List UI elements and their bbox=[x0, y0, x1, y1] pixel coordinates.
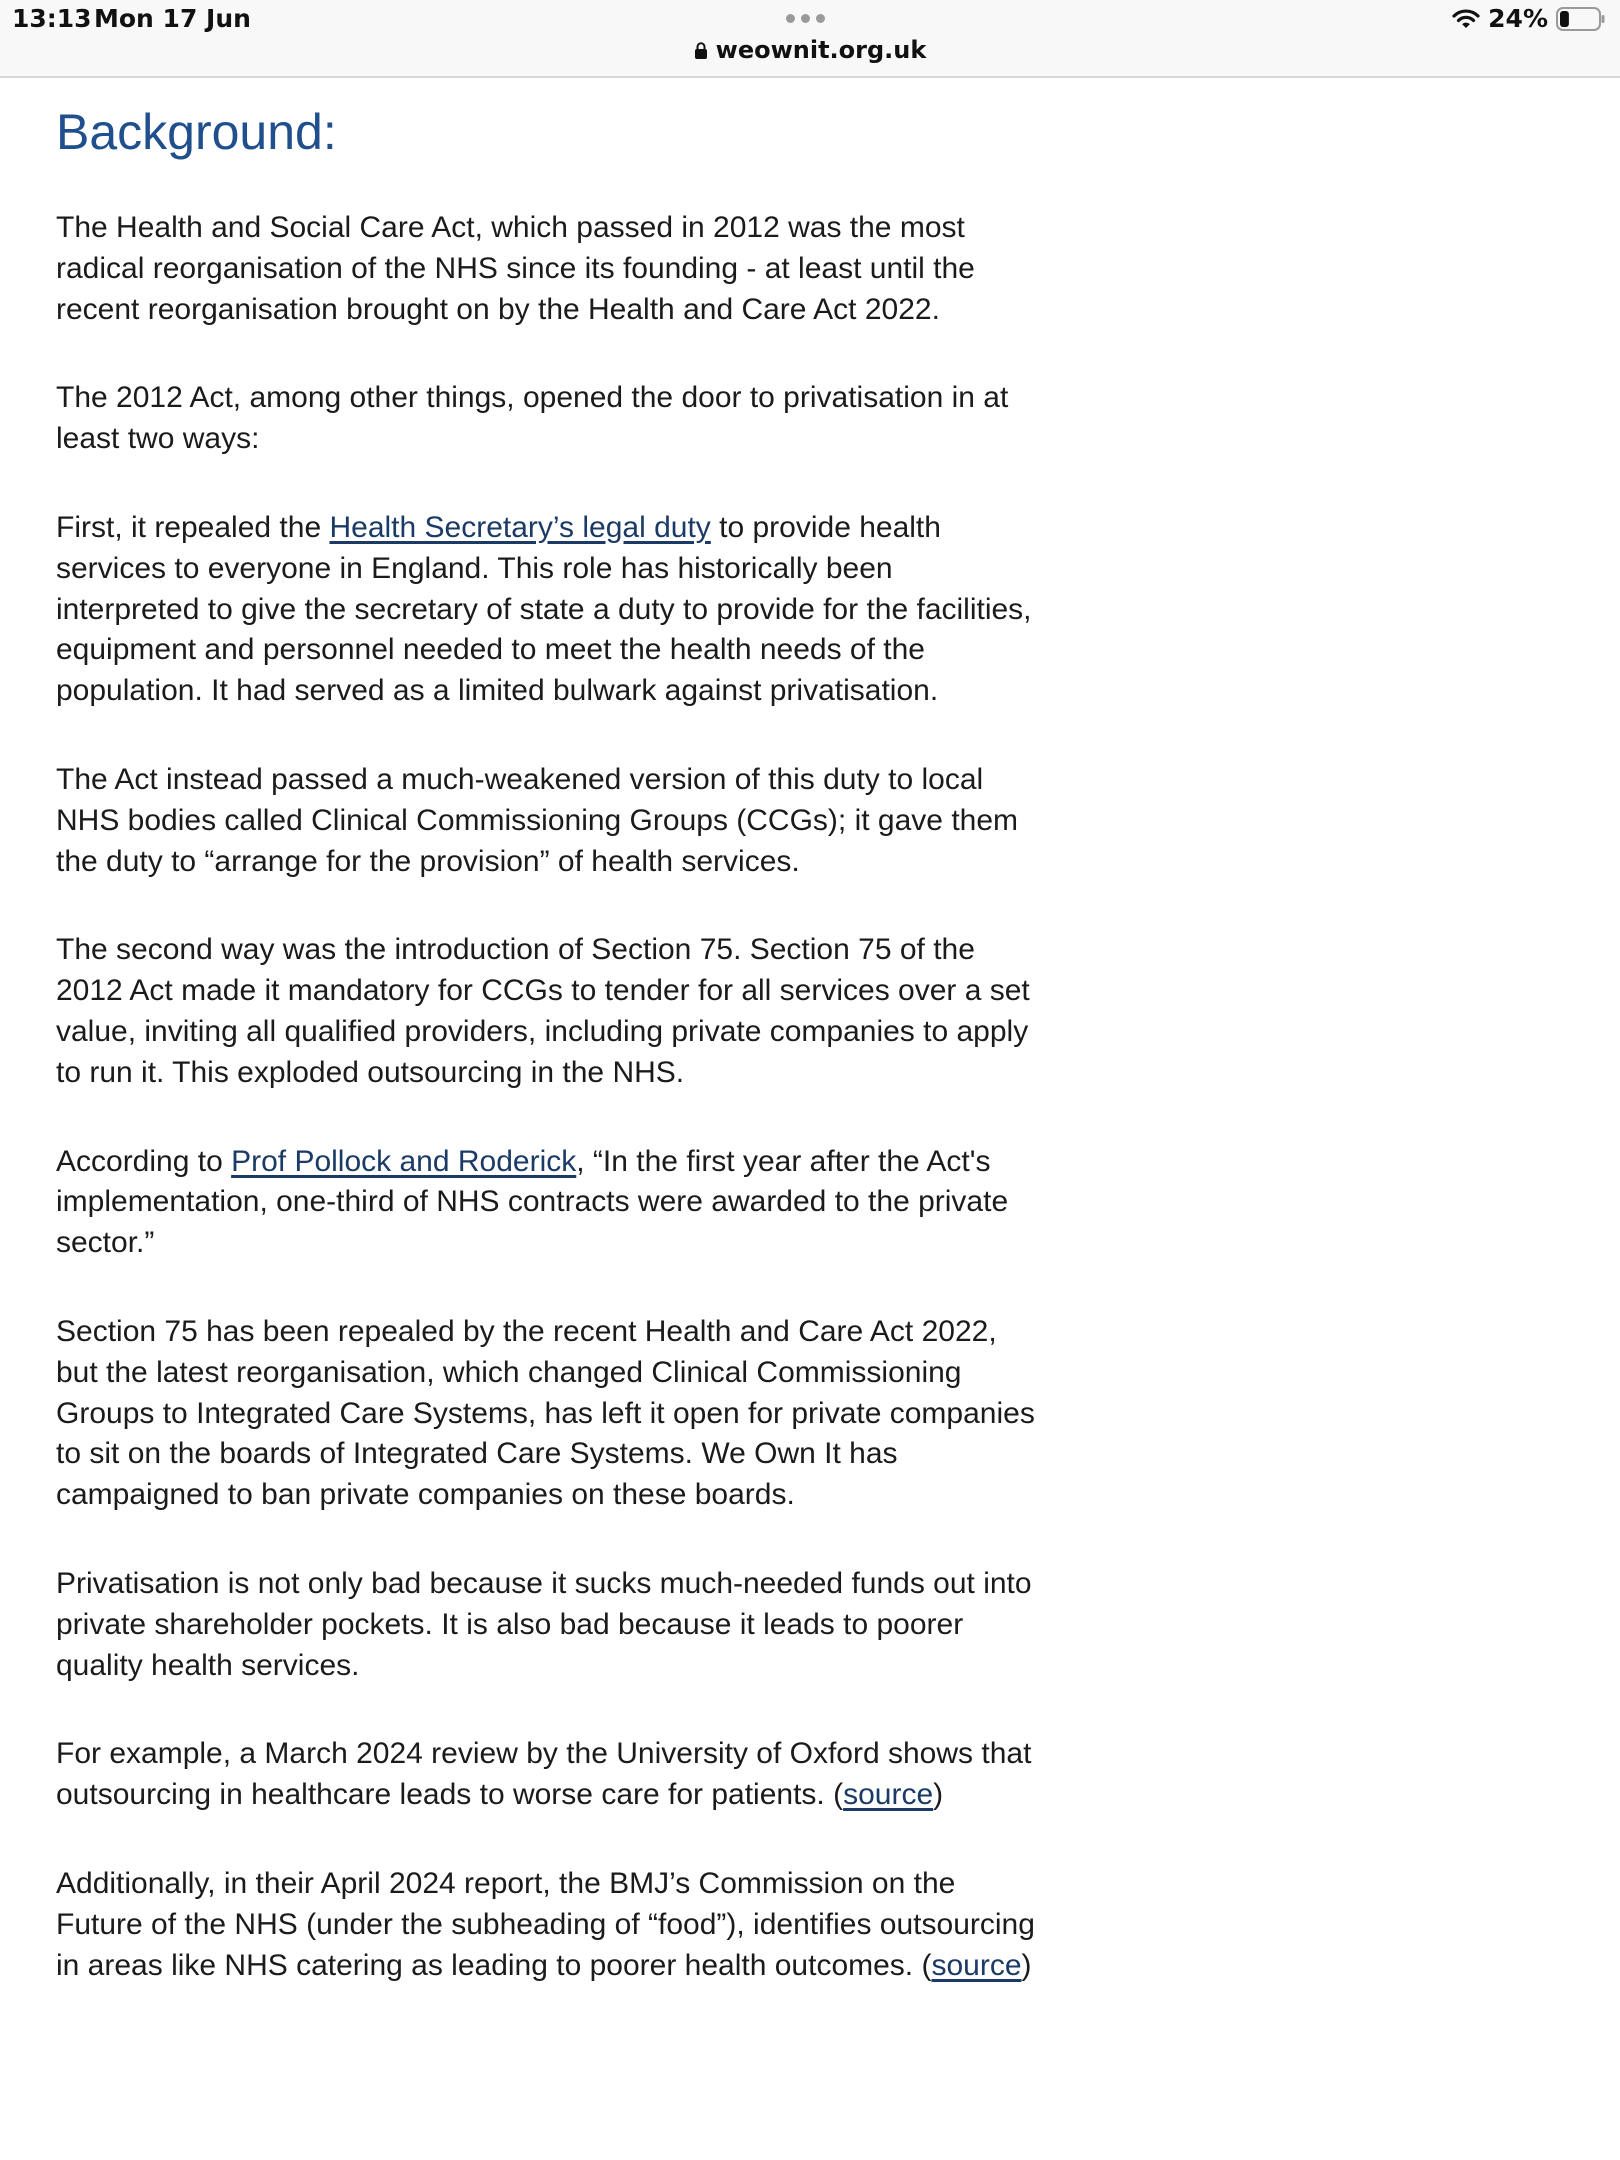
paragraph-10-text-end: ) bbox=[1021, 1948, 1032, 1982]
paragraph-6-text-end: , “In the first year after the Act's implementation, one-third of NHS contracts were awarded to the private sector.” bbox=[56, 1144, 1009, 1260]
paragraph-4: The Act instead passed a much-weakened version of this duty to local NHS bodies called Clinical Commissioning Groups (CCGs); it gave them the duty to “arrange for the provision” of health services. bbox=[56, 762, 1019, 878]
paragraph-9 bbox=[56, 1734, 1036, 1816]
status-indicators bbox=[1452, 4, 1606, 33]
battery-percent: 24% bbox=[1488, 4, 1548, 33]
battery-icon bbox=[1556, 7, 1606, 31]
paragraph-10-text-start: Additionally, in their April 2024 report, the BMJ’s Commission on the Future of the NHS (under the subheading of “food”), identifies outsourcing in areas like NHS catering as leading to poorer health outcomes. ( bbox=[56, 1866, 1035, 1982]
section-heading: Background: bbox=[56, 104, 337, 160]
paragraph-5: The second way was the introduction of Section 75. Section 75 of the 2012 Act made it mandatory for CCGs to tender for all services over a set value, inviting all qualified providers, including private companies to apply to run it. This exploded outsourcing in the NHS. bbox=[56, 933, 1030, 1089]
oxford-source-link[interactable]: source bbox=[843, 1778, 934, 1812]
paragraph-3 bbox=[56, 508, 1036, 712]
article-body bbox=[56, 96, 1036, 2034]
status-date: Mon 17 Jun bbox=[94, 4, 251, 33]
paragraph-6-text-start: According to bbox=[56, 1144, 232, 1178]
lock-icon bbox=[694, 42, 708, 59]
paragraph-9-text-start: For example, a March 2024 review by the University of Oxford shows that outsourcing in healthcare leads to worse care for patients. ( bbox=[56, 1737, 1032, 1812]
paragraph-3-text-start: First, it repealed the bbox=[56, 510, 330, 544]
paragraph-8: Privatisation is not only bad because it sucks much-needed funds out into private shareholder pockets. It is also bad because it leads to poorer quality health services. bbox=[56, 1566, 1032, 1682]
multitasking-dots-icon[interactable] bbox=[786, 14, 825, 23]
bmj-source-link[interactable]: source bbox=[931, 1948, 1022, 1982]
paragraph-3-text-end: to provide health services to everyone in England. This role has historically been interpreted to give the secretary of state a duty to provide for the facilities, equipment and personnel needed to meet the health needs of the population. It had served as a limited bulwark against privatisation. bbox=[56, 510, 1032, 708]
paragraph-1: The Health and Social Care Act, which passed in 2012 was the most radical reorganisation of the NHS since its founding - at least until the recent reorganisation brought on by the Health and Care Act 2022. bbox=[56, 211, 975, 326]
url-text: weownit.org.uk bbox=[715, 36, 927, 64]
status-time: 13:13 bbox=[12, 4, 92, 33]
paragraph-10 bbox=[56, 1864, 1036, 1986]
wifi-icon bbox=[1452, 8, 1480, 30]
status-bar bbox=[0, 0, 1620, 78]
pollock-roderick-link[interactable]: Prof Pollock and Roderick bbox=[231, 1144, 577, 1178]
address-bar[interactable] bbox=[0, 36, 1620, 64]
paragraph-6 bbox=[56, 1142, 1036, 1264]
paragraph-7: Section 75 has been repealed by the recent Health and Care Act 2022, but the latest reorganisation, which changed Clinical Commissioning Groups to Integrated Care Systems, has left it open for private companies to sit on the boards of Integrated Care Systems. We Own It has campaigned to ban private companies on these boards. bbox=[56, 1314, 1035, 1512]
paragraph-2: The 2012 Act, among other things, opened the door to privatisation in at least two ways: bbox=[56, 381, 1009, 456]
health-secretary-duty-link[interactable]: Health Secretary’s legal duty bbox=[329, 510, 711, 544]
paragraph-9-text-end: ) bbox=[933, 1778, 944, 1812]
